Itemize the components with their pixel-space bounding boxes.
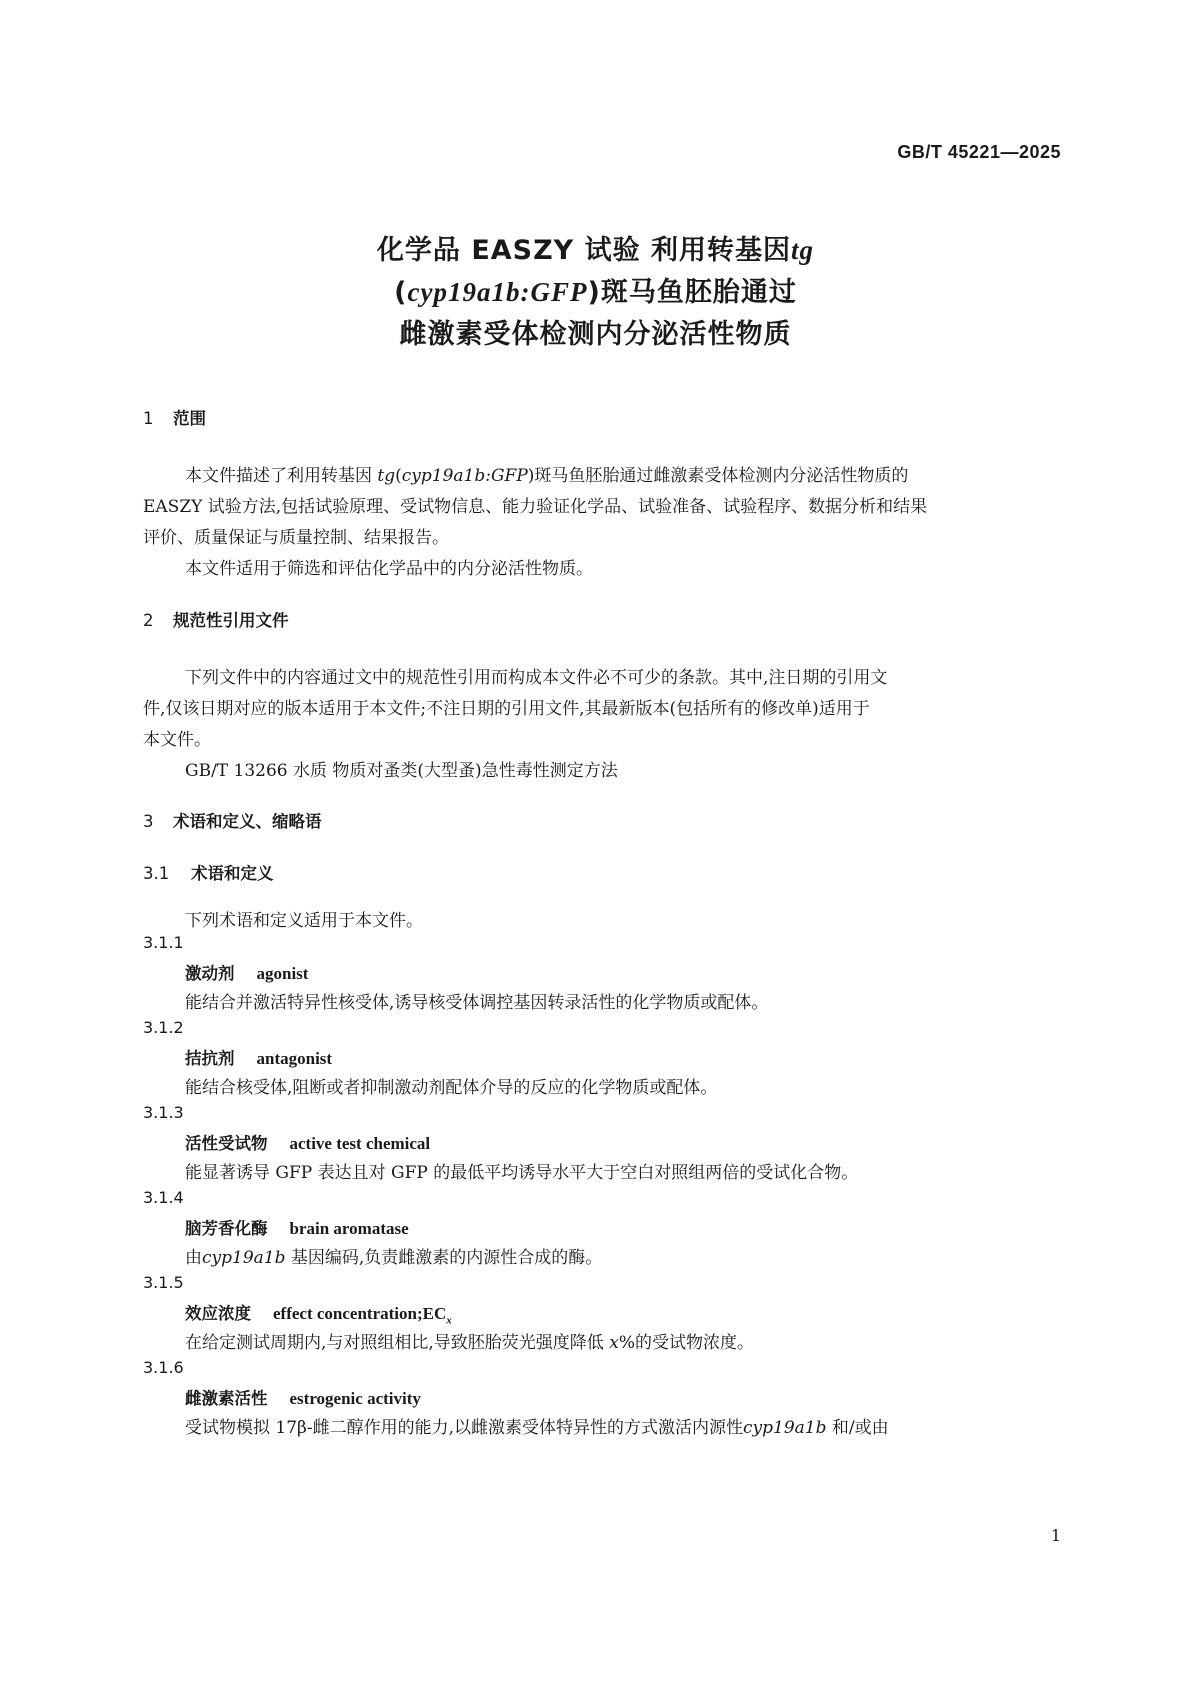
section-1-heading: 1 范围 [143, 409, 206, 428]
term-heading: 雌激素活性 estrogenic activity [185, 1389, 421, 1408]
standard-number: GB/T 45221—2025 [897, 142, 1061, 162]
term-definition: 能结合并激活特异性核受体,诱导核受体调控基因转录活性的化学物质或配体。 [185, 993, 769, 1013]
term-number: 3.1.1 [143, 933, 184, 952]
section-3-1-heading: 3.1 术语和定义 [143, 864, 274, 883]
section-1-paragraph-2: 本文件适用于筛选和评估化学品中的内分泌活性物质。 [185, 559, 593, 579]
section-3-1-intro: 下列术语和定义适用于本文件。 [185, 911, 423, 931]
term-heading: 激动剂 agonist [185, 964, 309, 983]
term-number: 3.1.6 [143, 1358, 184, 1377]
term-definition: 受试物模拟 17β-雌二醇作用的能力,以雌激素受体特异性的方式激活内源性cyp19a1b 和/或由 [185, 1418, 889, 1438]
title-line-3: 雌激素受体检测内分泌活性物质 [399, 319, 792, 350]
term-heading: 活性受试物 active test chemical [185, 1134, 431, 1153]
title-line-2: (cyp19a1b:GFP)斑马鱼胚胎通过 [394, 277, 797, 308]
term-definition: 在给定测试周期内,与对照组相比,导致胚胎荧光强度降低 x%的受试物浓度。 [185, 1333, 754, 1353]
term-number: 3.1.5 [143, 1273, 184, 1292]
section-1-paragraph-line-2: EASZY 试验方法,包括试验原理、受试物信息、能力验证化学品、试验准备、试验程序、数据分析和结果 [143, 497, 928, 517]
term-heading: 脑芳香化酶 brain aromatase [185, 1219, 409, 1238]
section-2-paragraph-line-2: 件,仅该日期对应的版本适用于本文件;不注日期的引用文件,其最新版本(包括所有的修改单)适用于 [143, 699, 870, 719]
section-2-paragraph-line-1: 下列文件中的内容通过文中的规范性引用而构成本文件必不可少的条款。其中,注日期的引用文 [185, 668, 888, 688]
section-3-heading: 3 术语和定义、缩略语 [143, 812, 322, 831]
term-definition: 由cyp19a1b 基因编码,负责雌激素的内源性合成的酶。 [185, 1248, 603, 1268]
section-1-paragraph-line-3: 评价、质量保证与质量控制、结果报告。 [143, 528, 449, 548]
term-heading: 效应浓度 effect $concentration;EC_x$ [185, 1304, 452, 1327]
term-number: 3.1.3 [143, 1103, 184, 1122]
term-number: 3.1.4 [143, 1188, 184, 1207]
section-2-paragraph-line-3: 本文件。 [143, 730, 211, 750]
normative-reference: GB/T 13266 水质 物质对蚤类(大型蚤)急性毒性测定方法 [185, 761, 618, 781]
title-line-1: 化学品 EASZY 试验 利用转基因tg [376, 235, 815, 266]
term-number: 3.1.2 [143, 1018, 184, 1037]
term-definition: 能显著诱导 GFP 表达且对 GFP 的最低平均诱导水平大于空白对照组两倍的受试化合物。 [185, 1163, 859, 1183]
term-heading: 拮抗剂 antagonist [185, 1049, 333, 1068]
section-1-paragraph-line-1: 本文件描述了利用转基因 tg(cyp19a1b:GFP)斑马鱼胚胎通过雌激素受体检测内分泌活性物质的 [185, 466, 909, 486]
page-number: 1 [1050, 1526, 1061, 1545]
term-definition: 能结合核受体,阻断或者抑制激动剂配体介导的反应的化学物质或配体。 [185, 1078, 718, 1098]
section-2-heading: 2 规范性引用文件 [143, 611, 289, 630]
